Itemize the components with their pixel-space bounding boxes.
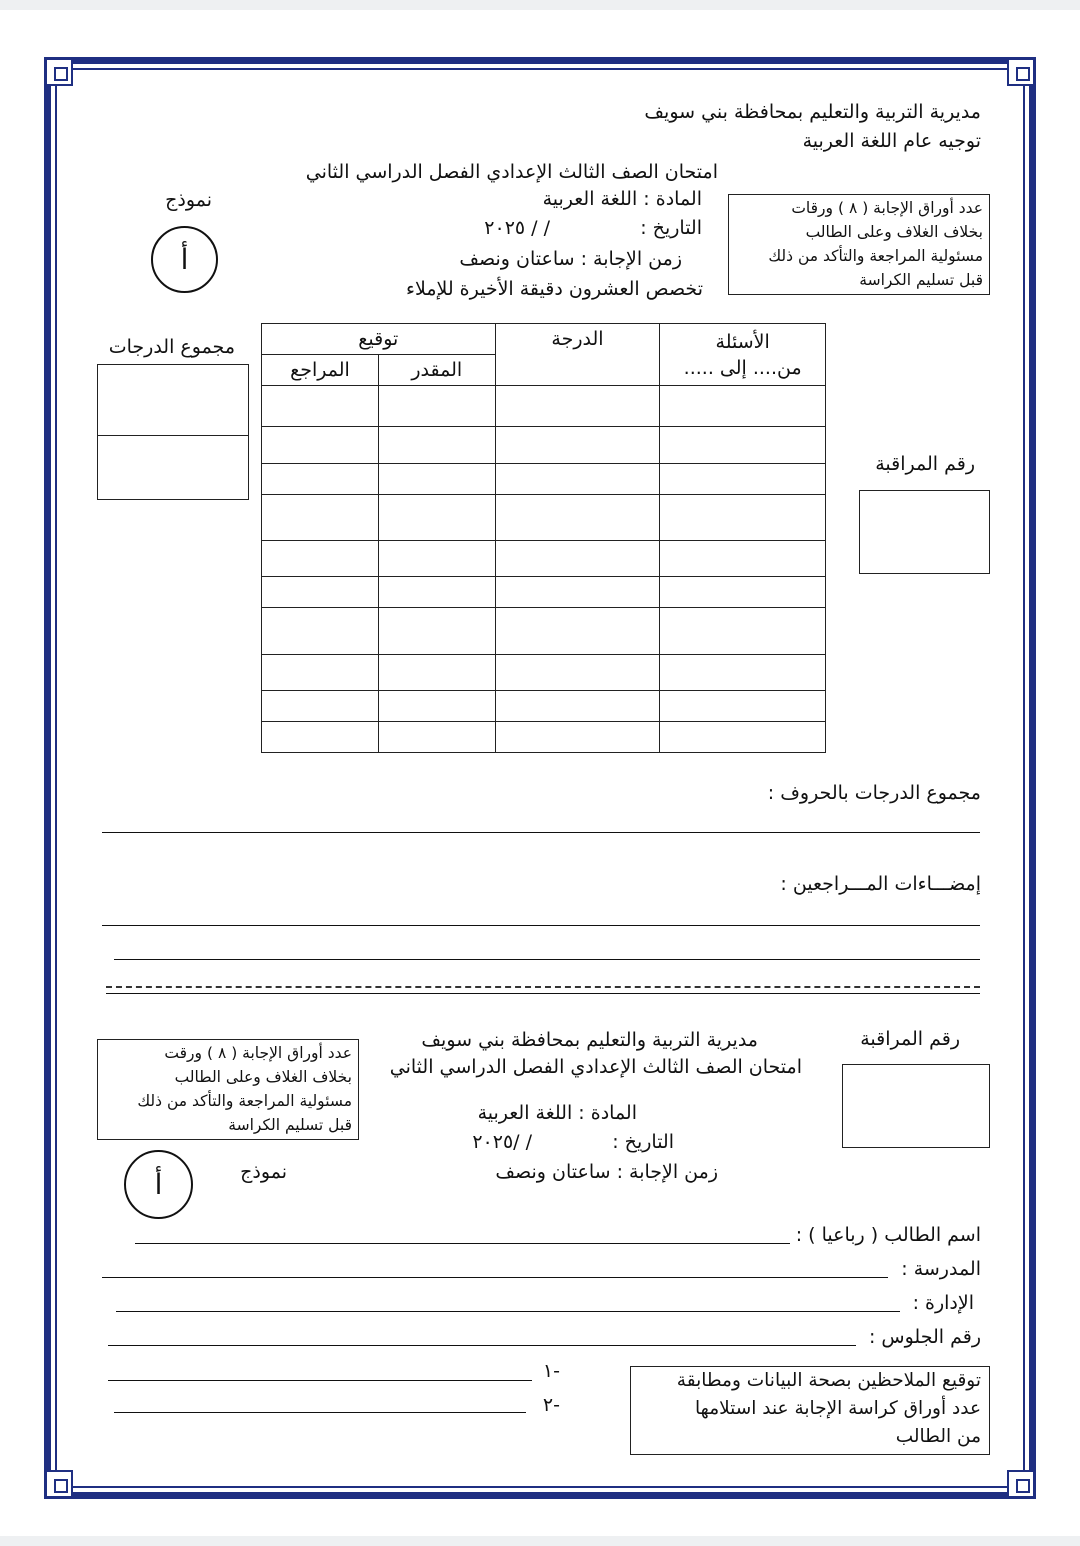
grade-cell[interactable] bbox=[495, 722, 660, 753]
grade-header: الدرجة bbox=[495, 324, 660, 386]
grade-cell[interactable] bbox=[495, 608, 660, 655]
grader-cell[interactable] bbox=[378, 577, 495, 608]
questions-cell[interactable] bbox=[660, 427, 826, 464]
total-in-words-line[interactable] bbox=[102, 832, 980, 833]
note-line: مسئولية المراجعة والتأكد من ذلك bbox=[768, 247, 983, 265]
table-row bbox=[262, 495, 826, 541]
table-row bbox=[262, 577, 826, 608]
signature-header: توقيع bbox=[262, 324, 496, 355]
observer-line-1-label: -١ bbox=[542, 1360, 560, 1382]
grade-cell[interactable] bbox=[495, 691, 660, 722]
bottom-model-label: نموذج bbox=[240, 1161, 287, 1183]
questions-cell[interactable] bbox=[660, 608, 826, 655]
observer-signature-line-2[interactable] bbox=[114, 1412, 526, 1413]
grader-cell[interactable] bbox=[378, 722, 495, 753]
reviewer-cell[interactable] bbox=[262, 495, 379, 541]
reviewer-cell[interactable] bbox=[262, 577, 379, 608]
grades-table bbox=[261, 323, 826, 753]
observers-note-box bbox=[630, 1366, 990, 1455]
grade-cell[interactable] bbox=[495, 386, 660, 427]
bottom-duration-field: زمن الإجابة : ساعتان ونصف bbox=[495, 1161, 718, 1183]
questions-header-title: الأسئلة bbox=[715, 330, 770, 353]
directorate-heading: مديرية التربية والتعليم بمحافظة بني سويف bbox=[644, 101, 981, 123]
total-in-words-label: مجموع الدرجات بالحروف : bbox=[767, 782, 981, 804]
grader-cell[interactable] bbox=[378, 427, 495, 464]
grader-cell[interactable] bbox=[378, 655, 495, 691]
table-row bbox=[262, 464, 826, 495]
model-badge bbox=[151, 226, 218, 293]
questions-header bbox=[660, 324, 826, 386]
grader-cell[interactable] bbox=[378, 691, 495, 722]
grader-cell[interactable] bbox=[378, 495, 495, 541]
table-row bbox=[262, 608, 826, 655]
grader-cell[interactable] bbox=[378, 541, 495, 577]
grade-cell[interactable] bbox=[495, 577, 660, 608]
bottom-model-badge bbox=[124, 1150, 193, 1219]
table-row bbox=[262, 655, 826, 691]
grade-cell[interactable] bbox=[495, 495, 660, 541]
administration-label: الإدارة : bbox=[912, 1292, 974, 1314]
subject-field: المادة : اللغة العربية bbox=[542, 188, 702, 210]
note-line: قبل تسليم الكراسة bbox=[859, 271, 983, 289]
exam-title: امتحان الصف الثالث الإعدادي الفصل الدراسي الثاني bbox=[305, 161, 718, 183]
reviewer-cell[interactable] bbox=[262, 464, 379, 495]
bottom-exam-title: امتحان الصف الثالث الإعدادي الفصل الدراسي الثاني bbox=[389, 1056, 802, 1078]
cut-line bbox=[106, 986, 980, 988]
supervision-heading: توجيه عام اللغة العربية bbox=[802, 130, 981, 152]
corner-ornament-bottom-right bbox=[1007, 1470, 1035, 1498]
model-letter: أ bbox=[180, 243, 189, 276]
corner-ornament-top-left bbox=[45, 58, 73, 86]
table-row bbox=[262, 427, 826, 464]
observer-line-2-label: -٢ bbox=[542, 1394, 560, 1416]
bottom-proctor-number-label: رقم المراقبة bbox=[860, 1028, 960, 1050]
grade-cell[interactable] bbox=[495, 655, 660, 691]
note-line: عدد أوراق الإجابة ( ٨ ) ورقت bbox=[164, 1044, 352, 1062]
grade-cell[interactable] bbox=[495, 541, 660, 577]
note-line: بخلاف الغلاف وعلى الطالب bbox=[805, 223, 983, 241]
table-row bbox=[262, 541, 826, 577]
note-line: قبل تسليم الكراسة bbox=[228, 1116, 352, 1134]
bottom-model-letter: أ bbox=[154, 1168, 163, 1201]
reviewer-cell[interactable] bbox=[262, 691, 379, 722]
date-value: / / ٢٠٢٥ bbox=[484, 217, 550, 239]
cut-line-solid bbox=[106, 993, 980, 994]
questions-cell[interactable] bbox=[660, 691, 826, 722]
reviewer-cell[interactable] bbox=[262, 608, 379, 655]
reviewer-cell[interactable] bbox=[262, 427, 379, 464]
note-line: بخلاف الغلاف وعلى الطالب bbox=[174, 1068, 352, 1086]
total-grades-label: مجموع الدرجات bbox=[108, 336, 235, 358]
questions-cell[interactable] bbox=[660, 495, 826, 541]
bottom-date-value: / /٢٠٢٥ bbox=[472, 1131, 532, 1153]
note-line: عدد أوراق الإجابة ( ٨ ) ورقات bbox=[791, 199, 983, 217]
reviewer-cell[interactable] bbox=[262, 722, 379, 753]
observers-note-line: عدد أوراق كراسة الإجابة عند استلامها bbox=[695, 1398, 981, 1419]
questions-cell[interactable] bbox=[660, 722, 826, 753]
observers-note-line: من الطالب bbox=[895, 1426, 981, 1447]
corner-ornament-bottom-left bbox=[45, 1470, 73, 1498]
total-grades-divider bbox=[98, 435, 248, 436]
bottom-subject-field: المادة : اللغة العربية bbox=[477, 1102, 637, 1124]
proctor-number-box[interactable] bbox=[859, 490, 990, 574]
answer-sheets-note-box bbox=[728, 194, 990, 295]
table-row bbox=[262, 386, 826, 427]
school-line[interactable] bbox=[102, 1277, 888, 1278]
observer-signature-line-1[interactable] bbox=[108, 1380, 532, 1381]
questions-cell[interactable] bbox=[660, 541, 826, 577]
administration-line[interactable] bbox=[116, 1311, 900, 1312]
reviewer-cell[interactable] bbox=[262, 386, 379, 427]
corner-ornament-top-right bbox=[1007, 58, 1035, 86]
grade-cell[interactable] bbox=[495, 427, 660, 464]
seat-number-line[interactable] bbox=[108, 1345, 856, 1346]
table-row bbox=[262, 691, 826, 722]
reviewers-signatures-label: إمضـــاءات المـــراجعين : bbox=[780, 873, 981, 895]
grader-cell[interactable] bbox=[378, 386, 495, 427]
proctor-number-label: رقم المراقبة bbox=[875, 453, 975, 475]
grader-cell[interactable] bbox=[378, 464, 495, 495]
reviewer-header: المراجع bbox=[262, 355, 379, 386]
school-label: المدرسة : bbox=[901, 1258, 981, 1280]
note-line: مسئولية المراجعة والتأكد من ذلك bbox=[137, 1092, 352, 1110]
reviewers-signature-line-1[interactable] bbox=[102, 925, 980, 926]
bottom-directorate-heading: مديرية التربية والتعليم بمحافظة بني سويف bbox=[421, 1029, 758, 1051]
grade-cell[interactable] bbox=[495, 464, 660, 495]
table-row bbox=[262, 722, 826, 753]
seat-number-label: رقم الجلوس : bbox=[868, 1326, 981, 1348]
model-label: نموذج bbox=[165, 189, 212, 211]
duration-field: زمن الإجابة : ساعتان ونصف bbox=[459, 248, 682, 270]
questions-cell[interactable] bbox=[660, 577, 826, 608]
reviewers-signature-line-2[interactable] bbox=[114, 959, 980, 960]
bottom-answer-sheets-note-box bbox=[97, 1039, 359, 1140]
reviewer-cell[interactable] bbox=[262, 541, 379, 577]
bottom-date-label: التاريخ : bbox=[612, 1131, 674, 1153]
dictation-note: تخصص العشرون دقيقة الأخيرة للإملاء bbox=[406, 278, 703, 300]
bottom-proctor-number-box[interactable] bbox=[842, 1064, 990, 1148]
questions-range-hint: من.... إلى ..... bbox=[683, 356, 802, 379]
observers-note-line: توقيع الملاحظين بصحة البيانات ومطابقة bbox=[676, 1370, 981, 1391]
questions-cell[interactable] bbox=[660, 464, 826, 495]
questions-cell[interactable] bbox=[660, 655, 826, 691]
grader-cell[interactable] bbox=[378, 608, 495, 655]
questions-cell[interactable] bbox=[660, 386, 826, 427]
student-name-line[interactable] bbox=[135, 1243, 790, 1244]
grader-header: المقدر bbox=[378, 355, 495, 386]
date-label: التاريخ : bbox=[640, 217, 702, 239]
total-grades-box[interactable] bbox=[97, 364, 249, 500]
student-name-label: اسم الطالب ( رباعيا ) : bbox=[795, 1224, 981, 1246]
reviewer-cell[interactable] bbox=[262, 655, 379, 691]
